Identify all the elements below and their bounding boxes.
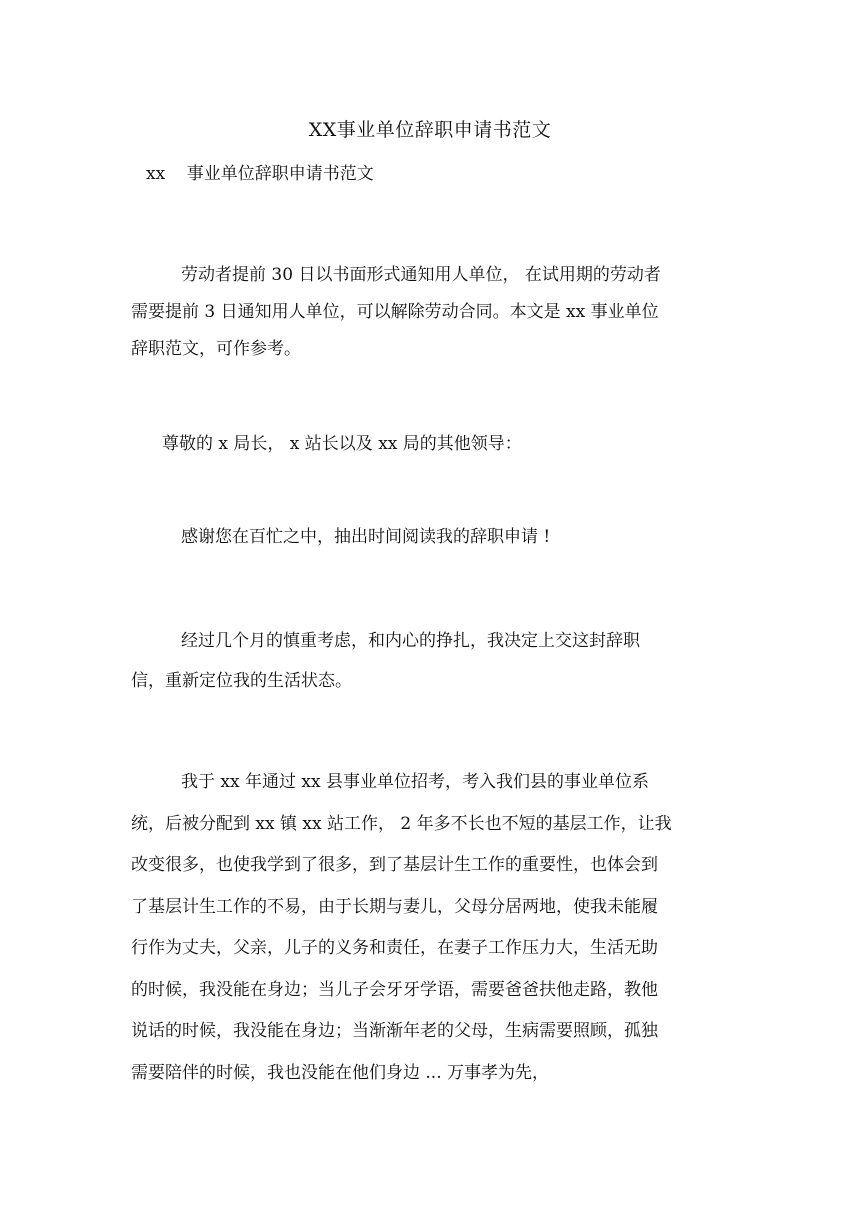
- paragraph-line: 的时候，我没能在身边；当儿子会牙牙学语，需要爸爸扶他走路，教他: [131, 979, 658, 1000]
- paragraph-line: 了基层计生工作的不易，由于长期与妻儿，父母分居两地，使我未能履: [131, 896, 658, 917]
- salutation-line: 尊敬的 x 局长， x 站长以及 xx 局的其他领导：: [162, 434, 522, 454]
- paragraph-line: 统，后被分配到 xx 镇 xx 站工作， 2 年多不长也不短的基层工作，让我: [131, 813, 672, 834]
- paragraph-line: 改变很多，也使我学到了很多，到了基层计生工作的重要性，也体会到: [131, 855, 658, 875]
- paragraph-line: 信，重新定位我的生活状态。: [131, 671, 352, 691]
- paragraph-line: 劳动者提前 30 日以书面形式通知用人单位， 在试用期的劳动者: [181, 265, 661, 285]
- paragraph-line: 说话的时候，我没能在身边；当渐渐年老的父母，生病需要照顾，孤独: [131, 1021, 658, 1041]
- paragraph-line: 需要陪伴的时候，我也没能在他们身边 ... 万事孝为先，: [131, 1062, 550, 1083]
- thanks-paragraph: [131, 518, 731, 557]
- salutation-paragraph: [162, 425, 762, 464]
- paragraph-line: 经过几个月的慎重考虑，和内心的挣扎，我决定上交这封辞职: [181, 631, 640, 651]
- story-paragraph: [131, 762, 731, 1094]
- document-title: XX事业单位辞职申请书范文: [308, 119, 552, 141]
- paragraph-line: 需要提前 3 日通知用人单位，可以解除劳动合同。本文是 xx 事业单位: [131, 302, 659, 322]
- paragraph-line: 感谢您在百忙之中，抽出时间阅读我的辞职申请 !: [181, 527, 551, 547]
- decision-paragraph: [131, 621, 731, 701]
- document-subtitle: xx 事业单位辞职申请书范文: [146, 164, 374, 184]
- paragraph-line: 我于 xx 年通过 xx 县事业单位招考，考入我们县的事业单位系: [181, 772, 649, 792]
- intro-paragraph: [131, 257, 731, 368]
- paragraph-line: 行作为丈夫，父亲，儿子的义务和责任，在妻子工作压力大，生活无助: [131, 938, 658, 958]
- paragraph-line: 辞职范文，可作参考。: [131, 339, 301, 359]
